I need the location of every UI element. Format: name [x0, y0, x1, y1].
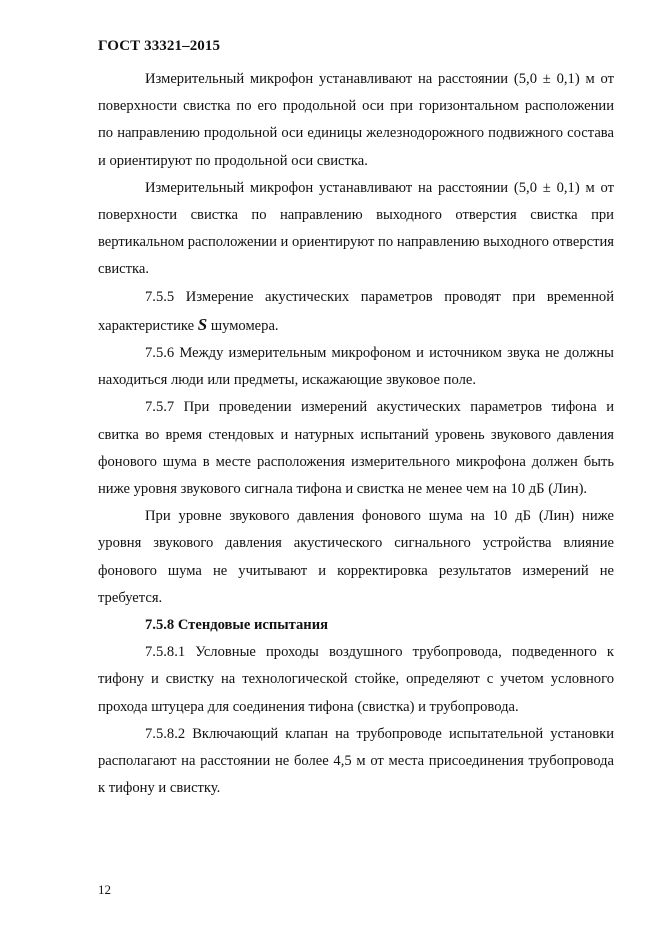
document-header: ГОСТ 33321–2015 [98, 38, 221, 54]
paragraph-7-5-5 [98, 284, 614, 340]
paragraph: При уровне звукового давления фонового шума на 10 дБ (Лин) ниже уровня звукового давления акустического сигнального устройства влияние фонового шума не учитывают и корректировка результатов измерений не требуется. [98, 508, 614, 606]
paragraph: Измерительный микрофон устанавливают на расстоянии (5,0 ± 0,1) м от поверхности свистка по его продольной оси при горизонтальном расположении по направлению продольной оси единицы железнодорожного подвижного состава и ориентируют по продольной оси свистка. [98, 71, 614, 169]
paragraph: Измерительный микрофон устанавливают на расстоянии (5,0 ± 0,1) м от поверхности свистка по направлению выходного отверстия свистка при вертикальном расположении и ориентируют по направлению выходного отверстия свистка. [98, 179, 614, 278]
document-body [98, 66, 614, 802]
paragraph-7-5-8-2: 7.5.8.2 Включающий клапан на трубопроводе испытательной установки располагают на расстоянии не более 4,5 м от места присоединения трубопровода к тифону и свистку. [98, 725, 614, 797]
paragraph-7-5-6: 7.5.6 Между измерительным микрофоном и источником звука не должны находиться люди или предметы, искажающие звуковое поле. [98, 345, 614, 389]
paragraph-7-5-7: 7.5.7 При проведении измерений акустических параметров тифона и свитка во время стендовых и натурных испытаний уровень звукового давления фонового шума в месте расположения измерительного микрофона должен быть ниже уровня звукового сигнала тифона и свистка не менее чем на 10 дБ (Лин). [98, 399, 614, 498]
paragraph-7-5-8-1: 7.5.8.1 Условные проходы воздушного трубопровода, подведенного к тифону и свистку на технологической стойке, определяют с учетом условного прохода штуцера для соединения тифона (свистка) и трубопровода. [98, 644, 614, 715]
paragraph-text: 7.5.5 Измерение акустических параметров проводят при временной характеристике [98, 288, 614, 334]
section-heading-7-5-8: 7.5.8 Стендовые испытания [145, 617, 328, 634]
time-characteristic-symbol: S [197, 314, 208, 334]
page-number: 12 [98, 882, 111, 897]
paragraph-text: шумомера. [207, 317, 279, 334]
